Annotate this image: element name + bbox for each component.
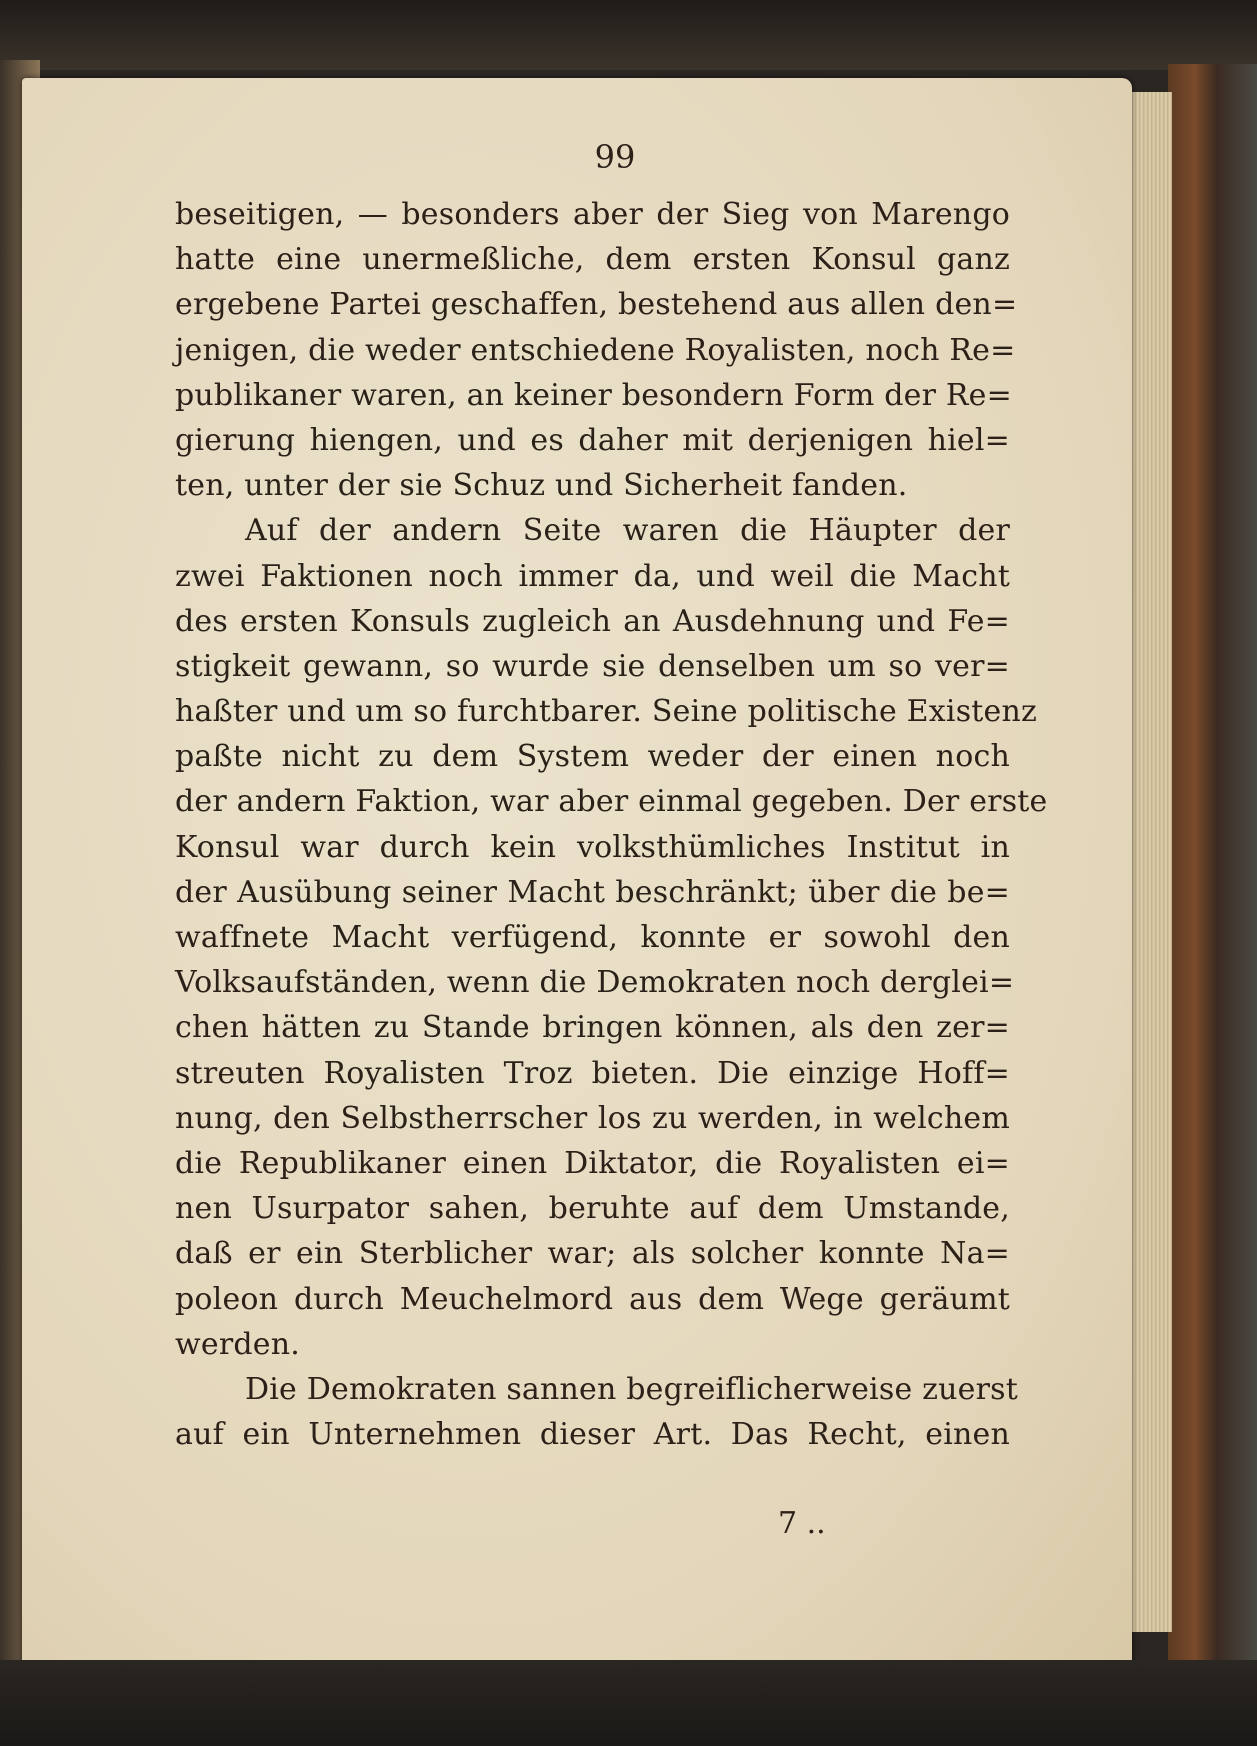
signature-mark: 7 .. xyxy=(778,1506,826,1541)
text-line: nung, den Selbstherrscher los zu werden, in welchem xyxy=(175,1100,1010,1136)
text-line: publikaner waren, an keiner besondern Form der Re= xyxy=(175,377,1012,413)
text-line: jenigen, die weder entschiedene Royalisten, noch Re= xyxy=(175,332,1016,368)
text-line: waffnete Macht verfügend, konnte er sowohl den xyxy=(175,920,1010,955)
text-line: haßter und um so furchtbarer. Seine politische Existenz xyxy=(175,694,1038,730)
text-line: Konsul war durch kein volksthümliches Institut in xyxy=(175,829,1010,865)
text-line: gierung hiengen, und es daher mit derjenigen hiel= xyxy=(175,422,1010,458)
scan-background-bottom xyxy=(0,1660,1257,1746)
text-line: zwei Faktionen noch immer da, und weil die Macht xyxy=(175,558,1010,594)
text-line: Volksaufständen, wenn die Demokraten noch derglei= xyxy=(175,965,1015,1001)
text-line: der Ausübung seiner Macht beschränkt; über die be= xyxy=(175,874,1010,910)
text-line: auf ein Unternehmen dieser Art. Das Recht, einen xyxy=(175,1417,1010,1453)
page-fore-edge xyxy=(1132,92,1172,1632)
text-line: der andern Faktion, war aber einmal gegeben. Der erste xyxy=(175,784,1048,820)
text-line: nen Usurpator sahen, beruhte auf dem Umstande, xyxy=(175,1191,1010,1227)
book-cover-right xyxy=(1168,64,1257,1746)
text-line: die Republikaner einen Diktator, die Royalisten ei= xyxy=(175,1145,1010,1181)
scan-background-top xyxy=(0,0,1257,70)
text-line: paßte nicht zu dem System weder der einen noch xyxy=(175,739,1010,775)
text-line: streuten Royalisten Troz bieten. Die einzige Hoff= xyxy=(175,1055,1010,1091)
text-line: werden. xyxy=(175,1326,300,1362)
text-line: Auf der andern Seite waren die Häupter der xyxy=(245,513,1010,549)
text-line: ergebene Partei geschaffen, bestehend aus allen den= xyxy=(175,287,1018,323)
text-line: beseitigen, — besonders aber der Sieg von Marengo xyxy=(175,197,1010,232)
page-text xyxy=(175,192,1048,1457)
text-line: ten, unter der sie Schuz und Sicherheit fanden. xyxy=(175,468,908,504)
text-line: Die Demokraten sannen begreiflicherweise zuerst xyxy=(245,1371,1019,1407)
text-line: poleon durch Meuchelmord aus dem Wege geräumt xyxy=(175,1281,1010,1317)
text-line: stigkeit gewann, so wurde sie denselben um so ver= xyxy=(175,648,1010,684)
text-line: chen hätten zu Stande bringen können, als den zer= xyxy=(175,1010,1010,1046)
page-number: 99 xyxy=(594,138,636,176)
text-line: hatte eine unermeßliche, dem ersten Konsul ganz xyxy=(175,242,1010,278)
text-line: daß er ein Sterblicher war; als solcher konnte Na= xyxy=(175,1236,1010,1272)
text-line: des ersten Konsuls zugleich an Ausdehnung und Fe= xyxy=(175,603,1010,639)
